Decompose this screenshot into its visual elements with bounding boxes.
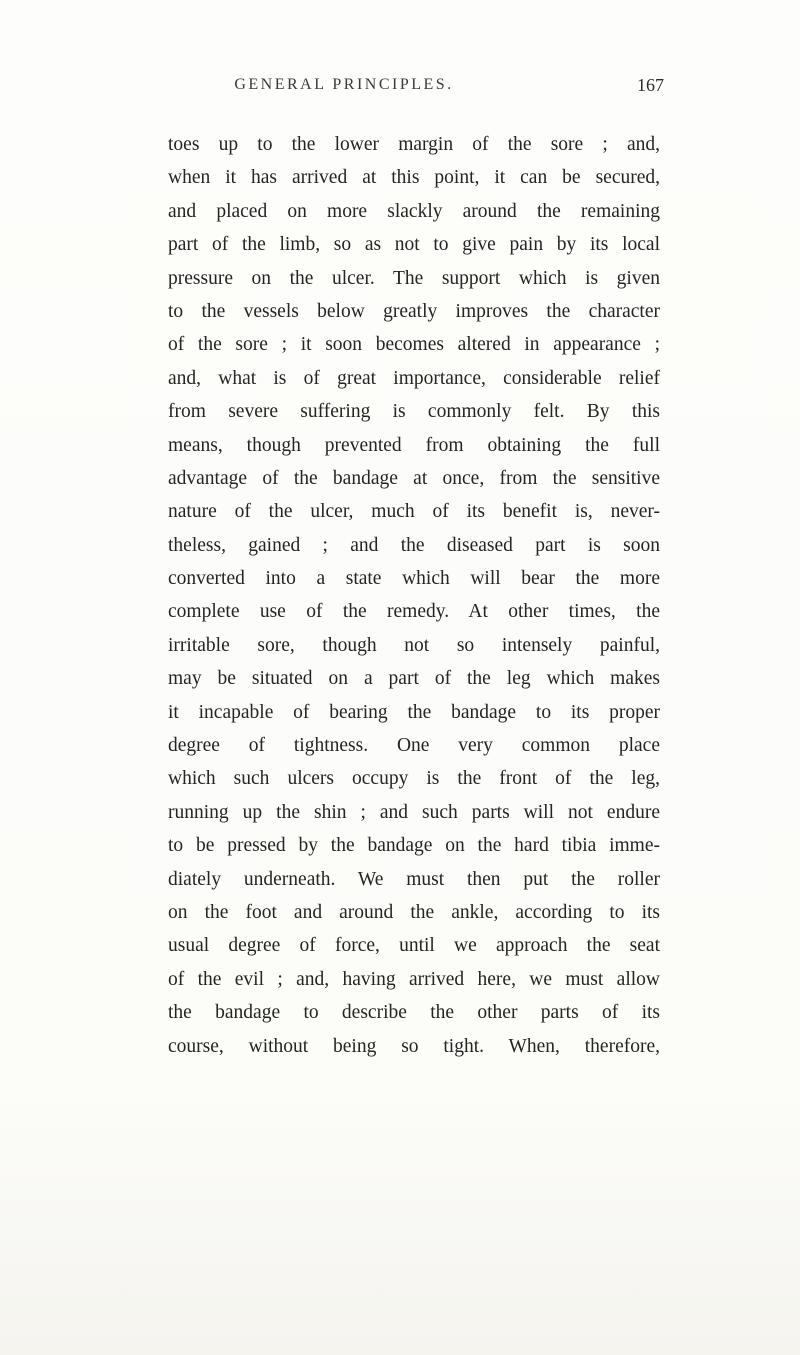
running-head: GENERAL PRINCIPLES. <box>234 76 454 93</box>
text-line: of the sore ; it soon becomes altered in appearance ; <box>168 334 660 356</box>
text-line: the bandage to describe the other parts of its <box>168 1002 660 1024</box>
text-line: it incapable of bearing the bandage to its proper <box>168 701 660 723</box>
text-line: to be pressed by the bandage on the hard tibia imme- <box>168 835 660 857</box>
text-line: complete use of the remedy. At other times, the <box>168 601 660 623</box>
book-page <box>168 75 664 1063</box>
text-line: part of the limb, so as not to give pain by its local <box>168 234 660 256</box>
text-line: to the vessels below greatly improves the character <box>168 300 660 322</box>
text-line: and, what is of great importance, considerable relief <box>168 367 660 389</box>
text-line: and placed on more slackly around the remaining <box>168 200 660 222</box>
text-line: irritable sore, though not so intensely painful, <box>168 634 660 656</box>
page-number: 167 <box>637 75 664 95</box>
body-text <box>168 128 660 1063</box>
text-line: advantage of the bandage at once, from the sensitive <box>168 467 660 489</box>
page-header <box>168 75 664 102</box>
text-line: which such ulcers occupy is the front of the leg, <box>168 768 660 790</box>
text-line: nature of the ulcer, much of its benefit is, never- <box>168 501 660 523</box>
text-line: pressure on the ulcer. The support which is given <box>168 267 660 289</box>
text-line: running up the shin ; and such parts will not endure <box>168 801 660 823</box>
text-line: means, though prevented from obtaining the full <box>168 434 660 456</box>
text-line: converted into a state which will bear the more <box>168 568 660 590</box>
text-line: course, without being so tight. When, therefore, <box>168 1035 660 1057</box>
text-line: theless, gained ; and the diseased part is soon <box>168 534 660 556</box>
text-line: when it has arrived at this point, it can be secured, <box>168 167 660 189</box>
text-line: usual degree of force, until we approach the seat <box>168 935 660 957</box>
text-line: from severe suffering is commonly felt. By this <box>168 401 660 423</box>
text-line: on the foot and around the ankle, according to its <box>168 901 660 923</box>
text-line: of the evil ; and, having arrived here, we must allow <box>168 968 660 990</box>
text-line: toes up to the lower margin of the sore ; and, <box>168 134 660 155</box>
text-line: degree of tightness. One very common place <box>168 735 660 757</box>
text-line: may be situated on a part of the leg which makes <box>168 668 660 690</box>
text-line: diately underneath. We must then put the roller <box>168 868 660 890</box>
